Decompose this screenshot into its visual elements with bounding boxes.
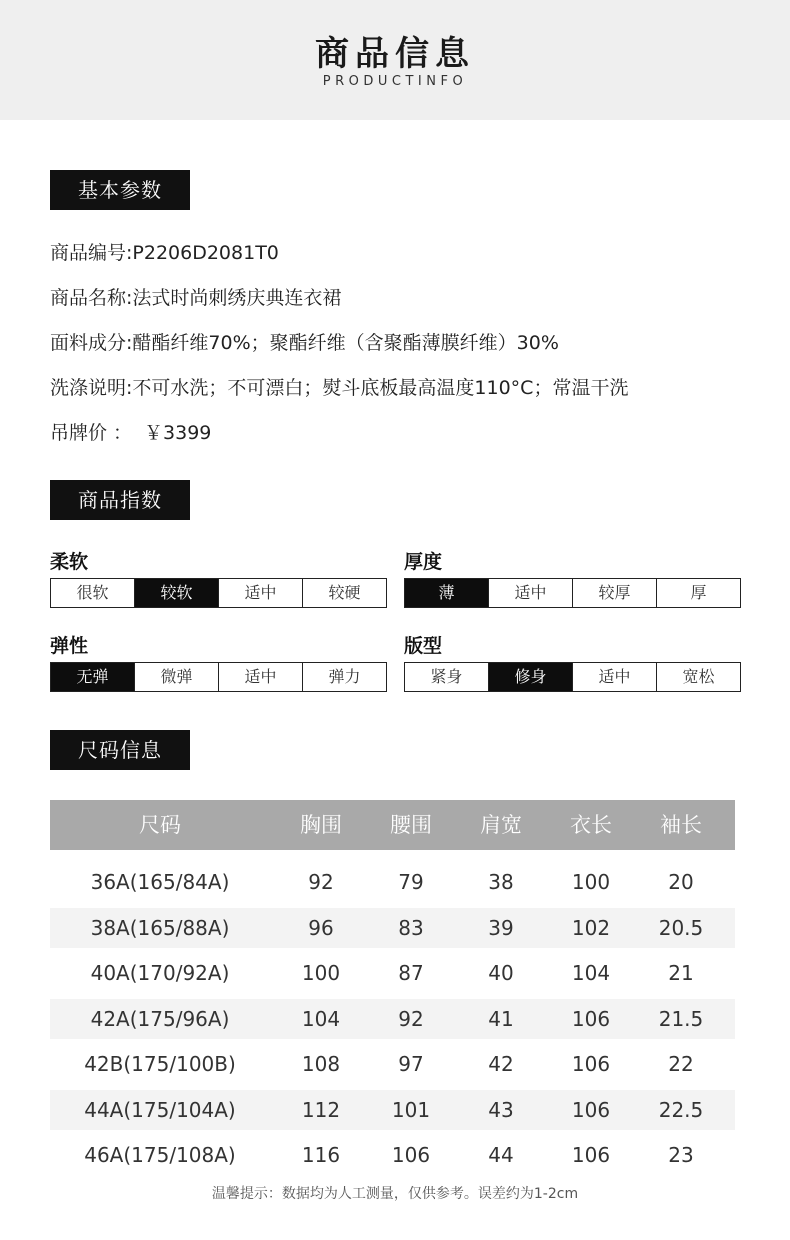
table-cell: 101 (391, 1098, 431, 1122)
fit-option: 宽松 (656, 663, 740, 691)
thickness-option: 较厚 (572, 579, 656, 607)
table-row (50, 1044, 735, 1084)
table-cell: 104 (301, 1007, 341, 1031)
table-cell: 44 (488, 1143, 514, 1167)
param-price (50, 418, 211, 445)
table-cell: 106 (571, 1098, 611, 1122)
param-value: P2206D2081T0 (132, 242, 279, 264)
softness-option: 较硬 (302, 579, 386, 607)
thickness-option: 适中 (488, 579, 572, 607)
table-cell: 83 (398, 916, 424, 940)
param-label: 洗涤说明: (50, 377, 133, 399)
table-row (50, 953, 735, 993)
table-cell: 42A(175/96A) (90, 1007, 230, 1031)
thickness-option: 厚 (656, 579, 740, 607)
table-cell: 23 (668, 1143, 694, 1167)
table-cell: 46A(175/108A) (84, 1143, 236, 1167)
table-cell: 116 (301, 1143, 341, 1167)
fit-scale (404, 662, 741, 692)
table-cell: 104 (571, 961, 611, 985)
size-note: 温馨提示：数据均为人工测量，仅供参考。误差约为1-2cm (211, 1186, 579, 1202)
elasticity-scale (50, 662, 387, 692)
column-header: 肩宽 (480, 813, 522, 837)
table-cell: 39 (488, 916, 514, 940)
table-cell: 42 (488, 1052, 514, 1076)
page-title: 商品信息 (315, 34, 475, 74)
param-product-code (50, 238, 279, 265)
page-subtitle: PRODUCTINFO (322, 74, 468, 89)
table-cell: 96 (308, 916, 334, 940)
table-cell: 40A(170/92A) (90, 961, 230, 985)
elasticity-option: 适中 (218, 663, 302, 691)
table-row (50, 999, 735, 1039)
elasticity-option: 无弹 (51, 663, 134, 691)
fit-option: 紧身 (405, 663, 488, 691)
softness-scale (50, 578, 387, 608)
table-cell: 87 (398, 961, 424, 985)
table-cell: 106 (391, 1143, 431, 1167)
table-cell: 44A(175/104A) (84, 1098, 236, 1122)
table-cell: 92 (398, 1007, 424, 1031)
param-fabric (50, 328, 559, 355)
table-cell: 106 (571, 1052, 611, 1076)
table-cell: 40 (488, 961, 514, 985)
table-row (50, 862, 735, 902)
param-label: 吊牌价 ： (50, 422, 133, 444)
elasticity-title: 弹性 (50, 635, 89, 657)
param-label: 商品名称: (50, 287, 133, 309)
softness-option: 较软 (134, 579, 218, 607)
size-table-header (50, 800, 735, 850)
column-header: 胸围 (300, 813, 342, 837)
table-cell: 102 (571, 916, 611, 940)
column-header: 腰围 (390, 813, 432, 837)
elasticity-option: 弹力 (302, 663, 386, 691)
thickness-scale (404, 578, 741, 608)
table-cell: 22 (668, 1052, 694, 1076)
table-row (50, 1090, 735, 1130)
column-header: 尺码 (139, 813, 181, 837)
table-cell: 97 (398, 1052, 424, 1076)
table-cell: 100 (571, 870, 611, 894)
table-cell: 20.5 (658, 916, 704, 940)
fit-title: 版型 (404, 635, 443, 657)
thickness-option: 薄 (405, 579, 488, 607)
table-cell: 36A(165/84A) (90, 870, 230, 894)
elasticity-option: 微弹 (134, 663, 218, 691)
table-cell: 79 (398, 870, 424, 894)
param-value: 不可水洗；不可漂白；熨斗底板最高温度110°C；常温干洗 (132, 377, 629, 399)
thickness-title: 厚度 (404, 551, 443, 573)
table-cell: 41 (488, 1007, 514, 1031)
softness-option: 适中 (218, 579, 302, 607)
column-header: 衣长 (570, 813, 612, 837)
table-cell: 100 (301, 961, 341, 985)
param-label: 面料成分: (50, 332, 133, 354)
table-cell: 42B(175/100B) (84, 1052, 236, 1076)
table-cell: 106 (571, 1007, 611, 1031)
table-cell: 112 (301, 1098, 341, 1122)
fit-option: 修身 (488, 663, 572, 691)
table-cell: 106 (571, 1143, 611, 1167)
param-washing (50, 373, 628, 400)
table-cell: 20 (668, 870, 694, 894)
softness-title: 柔软 (50, 551, 89, 573)
param-value: 法式时尚刺绣庆典连衣裙 (132, 287, 342, 309)
page-header (0, 0, 790, 120)
param-value: 醋酯纤维70%；聚酯纤维（含聚酯薄膜纤维）30% (132, 332, 559, 354)
section-tag-size: 尺码信息 (50, 730, 190, 770)
softness-option: 很软 (51, 579, 134, 607)
table-row (50, 1135, 735, 1175)
fit-option: 适中 (572, 663, 656, 691)
table-cell: 38A(165/88A) (90, 916, 230, 940)
table-row (50, 908, 735, 948)
param-product-name (50, 283, 341, 310)
table-cell: 38 (488, 870, 514, 894)
param-label: 商品编号: (50, 242, 133, 264)
table-cell: 43 (488, 1098, 514, 1122)
column-header: 袖长 (660, 813, 702, 837)
param-value: ￥3399 (144, 422, 212, 444)
table-cell: 21 (668, 961, 694, 985)
table-cell: 22.5 (658, 1098, 704, 1122)
table-cell: 21.5 (658, 1007, 704, 1031)
section-tag-basic: 基本参数 (50, 170, 190, 210)
table-cell: 108 (301, 1052, 341, 1076)
section-tag-index: 商品指数 (50, 480, 190, 520)
table-cell: 92 (308, 870, 334, 894)
